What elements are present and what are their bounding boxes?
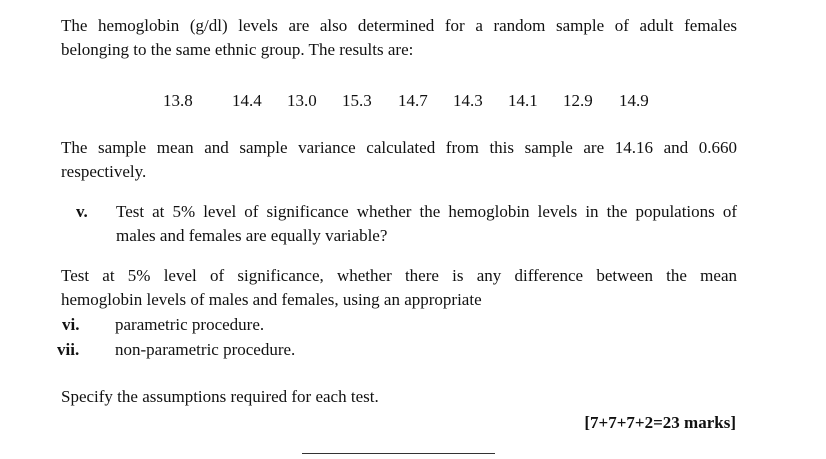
question-vii-number: vii. — [57, 340, 80, 359]
sample-value: 14.1 — [508, 91, 538, 110]
sample-value: 15.3 — [342, 91, 372, 110]
sample-value: 14.3 — [453, 91, 483, 110]
end-divider — [302, 453, 495, 454]
sample-values-row — [163, 89, 659, 113]
intro-line-1: The hemoglobin (g/dl) levels are also determined for a random sample of adult females — [61, 16, 737, 35]
intro-line-2: belonging to the same ethnic group. The results are: — [61, 40, 414, 59]
question-v-number: v. — [76, 202, 88, 221]
assumptions-instruction: Specify the assumptions required for each test. — [61, 387, 379, 406]
test-intro-paragraph — [61, 264, 737, 312]
test-intro-line-1: Test at 5% level of significance, whether there is any difference between the mean — [61, 266, 737, 285]
stats-line-1: The sample mean and sample variance calculated from this sample are 14.16 and 0.660 — [61, 138, 737, 157]
question-v-line-1: Test at 5% level of significance whether the hemoglobin levels in the populations of — [116, 202, 737, 221]
stats-paragraph — [61, 136, 737, 184]
intro-paragraph — [61, 14, 737, 62]
marks-allocation: [7+7+7+2=23 marks] — [584, 413, 736, 432]
question-vi-number: vi. — [62, 315, 80, 334]
question-vi-text: parametric procedure. — [115, 315, 265, 334]
question-vii-text: non-parametric procedure. — [115, 340, 296, 359]
test-intro-line-2: hemoglobin levels of males and females, using an appropriate — [61, 290, 482, 309]
question-v-text — [116, 200, 737, 248]
sample-value: 14.9 — [619, 91, 649, 110]
stats-line-2: respectively. — [61, 162, 147, 181]
question-v-line-2: males and females are equally variable? — [116, 226, 388, 245]
sample-value: 14.7 — [398, 91, 428, 110]
sample-value: 13.0 — [287, 91, 317, 110]
sample-value: 12.9 — [563, 91, 593, 110]
sample-value: 14.4 — [232, 91, 262, 110]
sample-value: 13.8 — [163, 91, 193, 110]
